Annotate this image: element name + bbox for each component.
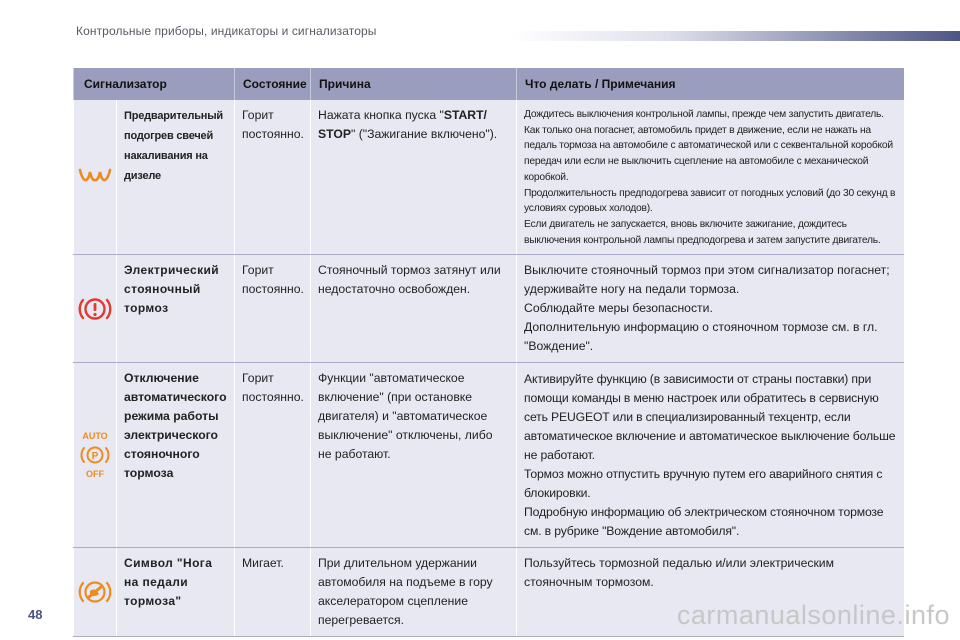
watermark: carmanualsonline.info <box>676 600 950 630</box>
auto-label: AUTO <box>82 431 108 442</box>
signal-name: Предварительный подогрев свечей накаливания на дизеле <box>117 100 235 255</box>
column-header-state: Состояние <box>235 68 311 100</box>
signal-name: Символ "Нога на педали тормоза" <box>117 548 235 637</box>
page-header-title: Контрольные приборы, индикаторы и сигнализаторы <box>76 24 377 38</box>
glow-plug-icon <box>78 166 112 188</box>
foot-on-brake-icon <box>78 577 112 607</box>
signal-cause: Функции "автоматическое включение" (при остановке двигателя) и "автоматическое выключение" отключены, либо не работают. <box>311 363 517 548</box>
icon-cell <box>74 363 117 548</box>
p-label: P <box>91 451 99 463</box>
table-header-row <box>74 68 904 100</box>
signal-notes <box>517 255 904 363</box>
signal-notes <box>517 363 904 548</box>
icon-cell <box>74 100 117 255</box>
note-line: Тормоз можно отпустить вручную путем его аварийного снятия с блокировки. <box>524 467 883 501</box>
signal-state: Горит постоянно. <box>235 100 311 255</box>
table-row <box>74 100 904 255</box>
signal-state: Мигает. <box>235 548 311 637</box>
signal-cause: При длительном удержании автомобиля на подъеме в гору акселератором сцепление перегревается. <box>311 548 517 637</box>
icon-cell <box>74 255 117 363</box>
signals-table <box>73 68 904 637</box>
cause-text-pre: Нажата кнопка пуска " <box>318 108 444 122</box>
cause-text-post: " ("Зажигание включено"). <box>350 127 498 141</box>
note-line: Если двигатель не запускается, вновь включите зажигание, дождитесь выключения контрольной лампы предподогрева и затем запустите двигатель. <box>524 218 881 246</box>
page-number: 48 <box>28 607 43 622</box>
column-header-signal: Сигнализатор <box>74 68 235 100</box>
signal-state: Горит постоянно. <box>235 255 311 363</box>
note-line: Продолжительность предподогрева зависит от погодных условий (до 30 секунд в условиях суровых холодов). <box>524 187 896 215</box>
signal-state: Горит постоянно. <box>235 363 311 548</box>
column-header-notes: Что делать / Примечания <box>517 68 904 100</box>
table-row <box>74 255 904 363</box>
column-header-cause: Причина <box>311 68 517 100</box>
note-line: Дождитесь выключения контрольной лампы, прежде чем запустить двигатель. <box>524 109 884 120</box>
note-line: Как только она погаснет, автомобиль придет в движение, если не нажать на педаль тормоза на автомобиле с автоматической или с секвентальной коробкой передач или если не выключить сцепление на автомобиле с механической коробкой. <box>524 124 893 183</box>
auto-p-off-icon <box>78 430 112 480</box>
header-gradient-bar <box>510 31 960 41</box>
signal-notes <box>517 100 904 255</box>
signal-cause <box>311 100 517 255</box>
signal-cause: Стояночный тормоз затянут или недостаточно освобожден. <box>311 255 517 363</box>
note-line: Соблюдайте меры безопасности. <box>524 301 713 316</box>
note-line: Подробную информацию об электрическом стояночном тормозе см. в рубрике "Вождение автомобиля". <box>524 505 884 539</box>
icon-cell <box>74 548 117 637</box>
note-line: Выключите стояночный тормоз при этом сигнализатор погаснет; удерживайте ногу на педали тормоза. <box>524 263 890 297</box>
signal-name: Отключение автоматического режима работы электрического стояночного тормоза <box>117 363 235 548</box>
note-line: Активируйте функцию (в зависимости от страны поставки) при помощи команды в меню настроек или обратитесь в сервисную сеть PEUGEOT или в специализированный техцентр, если автоматическое включение и автоматическое выключение больше не работают. <box>524 372 896 463</box>
note-line: Дополнительную информацию о стояночном тормозе см. в гл. "Вождение". <box>524 320 878 354</box>
start-stop-keyword: START/ STOP <box>318 108 487 141</box>
off-label: OFF <box>86 469 104 480</box>
note-line: Пользуйтесь тормозной педалью и/или электрическим стояночным тормозом. <box>524 556 834 590</box>
parking-brake-icon <box>78 294 112 324</box>
signal-name: Электрический стояночный тормоз <box>117 255 235 363</box>
table-row <box>74 363 904 548</box>
